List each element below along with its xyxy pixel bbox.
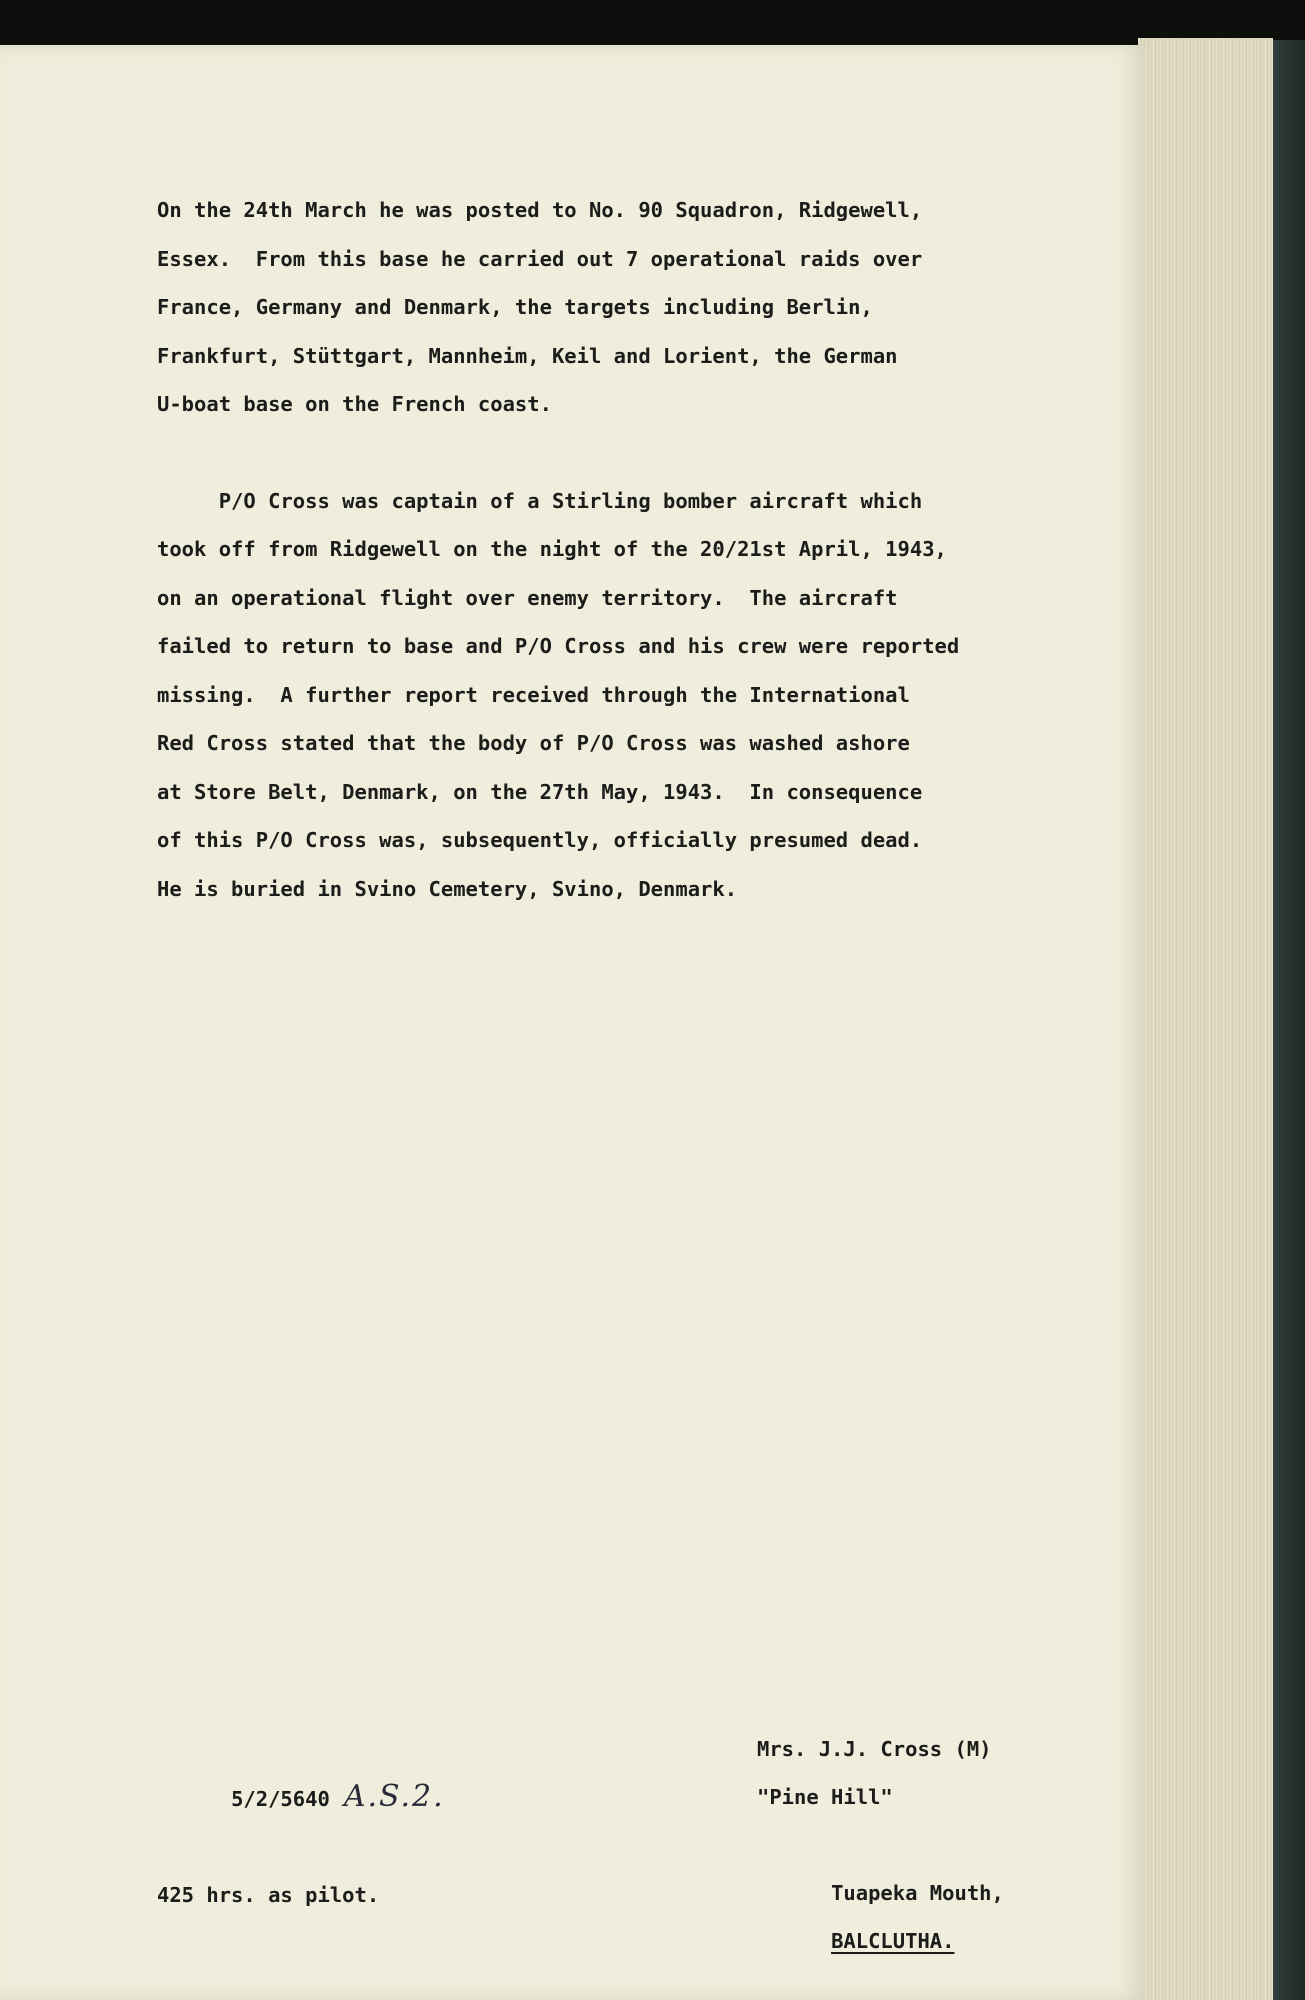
text-line: took off from Ridgewell on the night of the 20/21st April, 1943, <box>157 537 947 561</box>
text-line: Frankfurt, Stüttgart, Mannheim, Keil and Lorient, the German <box>157 343 898 368</box>
paragraph-2 <box>157 477 1087 914</box>
address-locality: Tuapeka Mouth, <box>831 1881 1004 1905</box>
text-line: at Store Belt, Denmark, on the 27th May, 1943. In consequence <box>157 779 923 804</box>
handwritten-note: A.S.2. <box>343 1779 445 1814</box>
text-line: He is buried in Svino Cemetery, Svino, Denmark. <box>157 876 738 901</box>
flying-hours: 425 hrs. as pilot. <box>157 1883 380 1907</box>
reference-number: 5/2/5640 <box>231 1787 330 1811</box>
address-house: "Pine Hill" <box>757 1785 893 1809</box>
page-stack-edges <box>1138 38 1273 2000</box>
next-of-kin-address <box>757 1725 1004 2000</box>
text-line: U-boat base on the French coast. <box>157 392 552 416</box>
text-line: P/O Cross was captain of a Stirling bomber aircraft which <box>157 488 923 513</box>
address-name: Mrs. J.J. Cross (M) <box>757 1737 992 1761</box>
paragraph-1 <box>157 186 1087 429</box>
text-line: of this P/O Cross was, subsequently, officially presumed dead. <box>157 828 923 852</box>
text-line: France, Germany and Denmark, the targets including Berlin, <box>157 295 873 319</box>
document-body <box>157 186 1087 913</box>
text-line: failed to return to base and P/O Cross and his crew were reported <box>157 634 960 658</box>
text-line: on an operational flight over enemy territory. The aircraft <box>157 585 898 610</box>
reference-block <box>157 1725 445 1919</box>
text-line: missing. A further report received through the International <box>157 682 910 707</box>
address-town: BALCLUTHA. <box>831 1929 955 1953</box>
text-line: On the 24th March he was posted to No. 90 Squadron, Ridgewell, <box>157 198 923 222</box>
text-line: Red Cross stated that the body of P/O Cross was washed ashore <box>157 731 910 755</box>
text-line: Essex. From this base he carried out 7 operational raids over <box>157 246 923 271</box>
